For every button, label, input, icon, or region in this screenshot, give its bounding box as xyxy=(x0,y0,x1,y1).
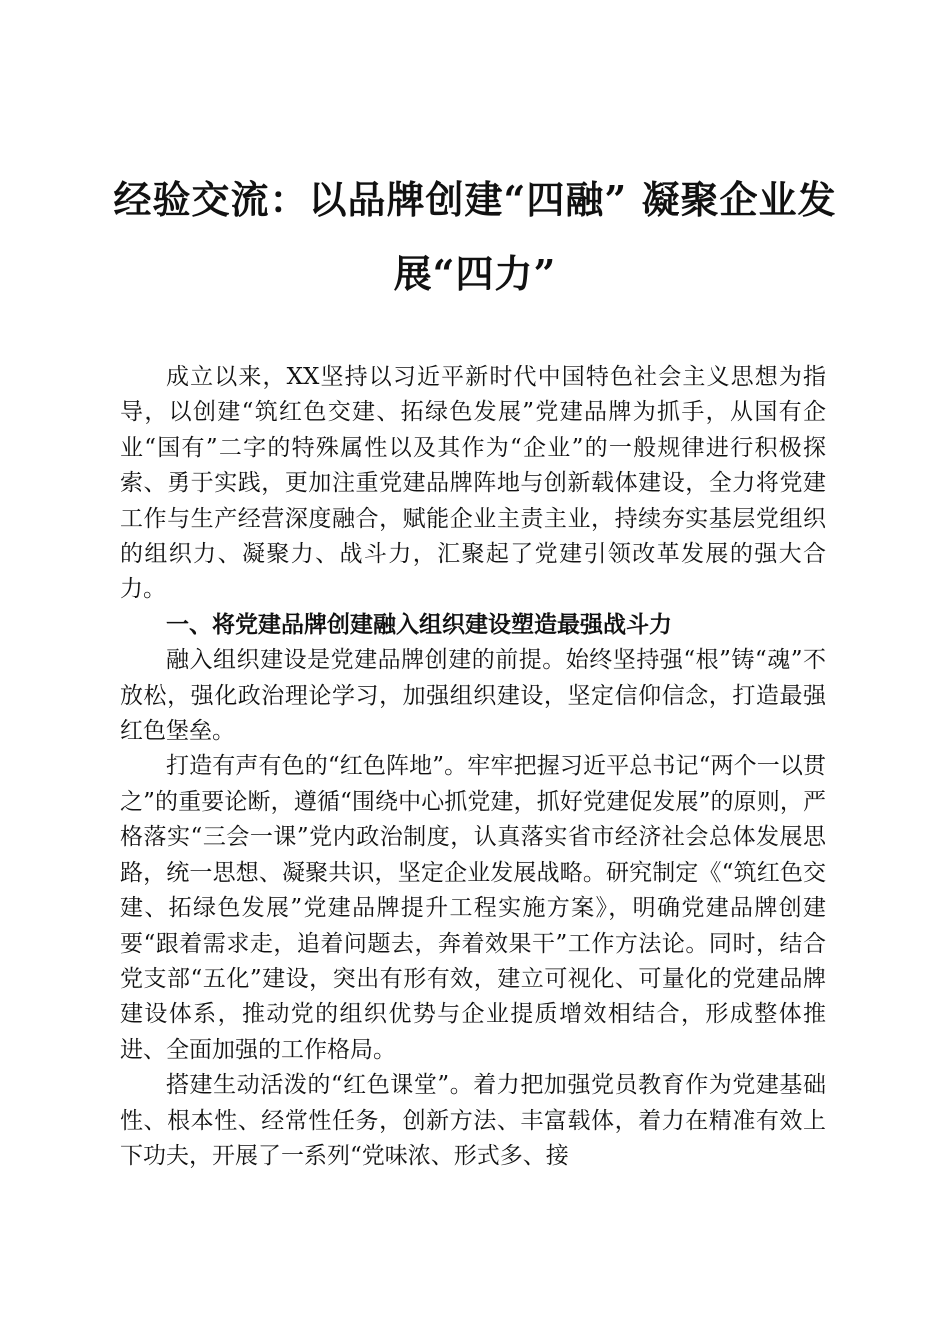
title-line-2: 展“四力” xyxy=(393,251,557,296)
document-title xyxy=(100,163,850,311)
section-heading-1: 一、将党建品牌创建融入组织建设塑造最强战斗力 xyxy=(166,611,672,638)
title-line-1: 经验交流：以品牌创建“四融” 凝聚企业发 xyxy=(113,177,837,222)
paragraph-intro: 成立以来，XX坚持以习近平新时代中国特色社会主义思想为指导，以创建“筑红色交建、拓绿色发展”党建品牌为抓手，从国有企业“国有”二字的特殊属性以及其作为“企业”的一般规律进行积极探索、勇于实践，更加注重党建品牌阵地与创新载体建设，全力将党建工作与生产经营深度融合，赋能企业主责主业，持续夯实基层党组织的组织力、凝聚力、战斗力，汇聚起了党建引领改革发展的强大合力。 xyxy=(120,364,826,603)
document-body xyxy=(120,360,826,1174)
paragraph-organization: 融入组织建设是党建品牌创建的前提。始终坚持强“根”铸“魂”不放松，强化政治理论学习，加强组织建设，坚定信仰信念，打造最强红色堡垒。 xyxy=(120,647,826,745)
paragraph-red-position: 打造有声有色的“红色阵地”。牢牢把握习近平总书记“两个一以贯之”的重要论断，遵循“围绕中心抓党建，抓好党建促发展”的原则，严格落实“三会一课”党内政治制度，认真落实省市经济社会总体发展思路，统一思想、凝聚共识，坚定企业发展战略。研究制定《“筑红色交建、拓绿色发展”党建品牌提升工程实施方案》，明确党建品牌创建要“跟着需求走，追着问题去，奔着效果干”工作方法论。同时，结合党支部“五化”建设，突出有形有效，建立可视化、可量化的党建品牌建设体系，推动党的组织优势与企业提质增效相结合，形成整体推进、全面加强的工作格局。 xyxy=(120,753,826,1063)
paragraph-red-classroom: 搭建生动活泼的“红色课堂”。着力把加强党员教育作为党建基础性、根本性、经常性任务，创新方法、丰富载体，着力在精准有效上下功夫，开展了一系列“党味浓、形式多、接 xyxy=(120,1072,826,1169)
